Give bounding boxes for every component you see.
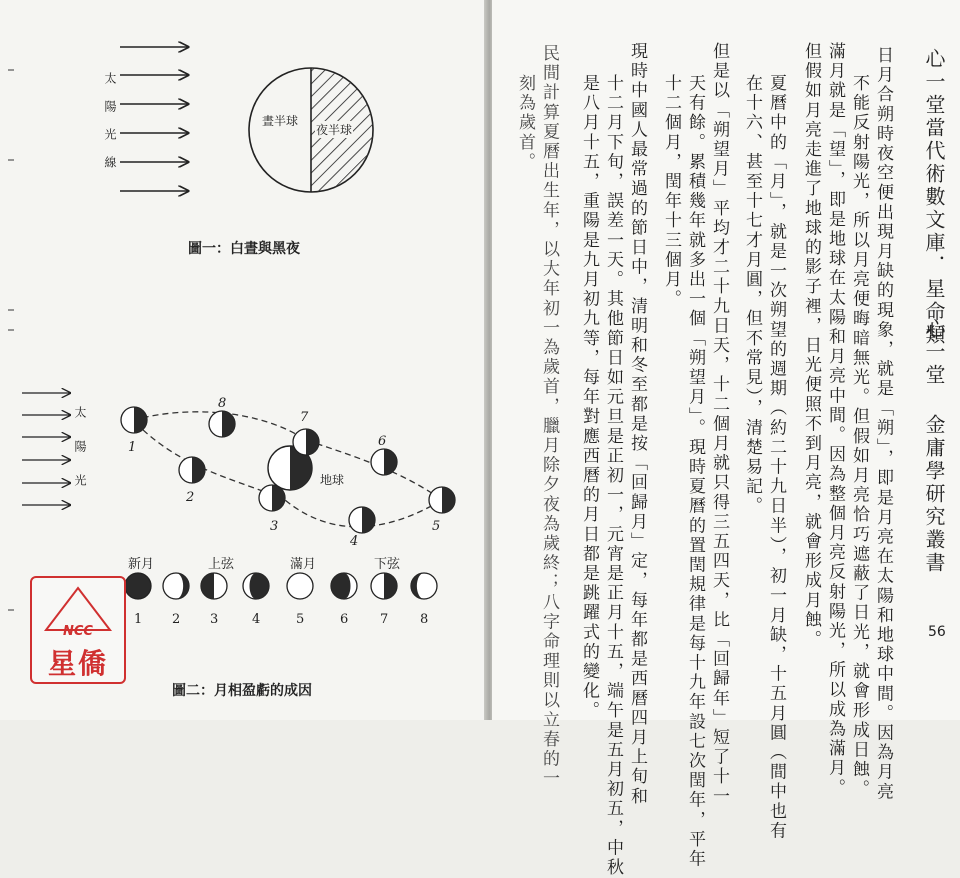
phase-moon xyxy=(163,573,189,599)
phase-number: 3 xyxy=(210,612,219,627)
phase-number: 4 xyxy=(252,612,261,627)
phase-number: 6 xyxy=(340,612,349,627)
body-column: 天有餘。累積幾年就多出一個「朔望月」。現時夏曆的置閏規律是每十九年設七次閏年，平年 xyxy=(685,74,705,870)
page-header-series: 心一堂當代術數文庫．星命類 xyxy=(922,48,946,347)
orbit-moon xyxy=(209,411,235,437)
fig1-sunlight-label: 太陽光線 xyxy=(103,72,117,184)
phase-number: 7 xyxy=(380,612,389,627)
phase-row-moons xyxy=(125,573,437,599)
next-page-column: 民間計算夏曆出生年，以大年初一為歲首，臘月除夕夜為歲終；八字命理則以立春的一 xyxy=(539,44,559,789)
next-page-column: 刻為歲首。 xyxy=(515,74,535,172)
stamp-top-text: NCC xyxy=(63,624,93,639)
fig1-day-label: 晝半球 xyxy=(262,114,299,128)
orbit-number: 8 xyxy=(218,396,227,411)
body-column: 但假如月亮走進了地球的影子裡，日光便照不到月亮，就會形成月蝕。 xyxy=(801,42,821,650)
orbit-number: 2 xyxy=(186,490,195,505)
phase-moon xyxy=(411,573,437,599)
page-number: 56 xyxy=(928,624,946,640)
phase-moon xyxy=(331,573,357,599)
body-column: 滿月就是「望」，即是地球在太陽和月亮中間。因為整個月亮反射陽光，所以成為滿月。 xyxy=(825,42,845,798)
body-column: 現時中國人最常過的節日中，清明和冬至都是按「回歸月」定，每年都是西曆四月上旬和 xyxy=(627,42,647,807)
body-column: 日月合朔時夜空便出現月缺的現象，就是「朔」，即是月亮在太陽和地球中間。因為月亮 xyxy=(873,46,893,802)
orbit-moon xyxy=(179,457,205,483)
phase-moon xyxy=(371,573,397,599)
left-page xyxy=(0,0,488,720)
orbit-moon xyxy=(349,507,375,533)
orbit-moon xyxy=(121,407,147,433)
body-column: 在十六、甚至十七才月圓，但不常見），清楚易記。 xyxy=(742,74,762,517)
stamp-bottom-text: 星僑 xyxy=(47,647,108,680)
body-column: 是八月十五，重陽是九月初九等，每年對應西曆的月日都是跳躍式的變化。 xyxy=(579,74,599,721)
body-column: 十二個月，閏年十三個月。 xyxy=(661,74,681,310)
orbit-moon xyxy=(429,487,455,513)
phase-name: 新月 xyxy=(128,557,155,572)
phase-number: 1 xyxy=(134,612,143,627)
body-column: 但是以「朔望月」平均才二十九日天，十二個月就只得三五四天，比「回歸年」短了十一 xyxy=(709,42,729,807)
orbit-number: 5 xyxy=(432,519,441,534)
ncc-stamp xyxy=(30,576,126,684)
phase-number: 2 xyxy=(172,612,181,627)
orbit-number: 7 xyxy=(300,410,309,425)
orbit-moon xyxy=(293,429,319,455)
phase-number: 8 xyxy=(420,612,429,627)
phase-moon xyxy=(125,573,151,599)
phase-name: 滿月 xyxy=(290,557,317,572)
phase-moon xyxy=(243,573,269,599)
body-column: 十二月下旬，誤差一天。其他節日如元旦是正初一，元宵是正月十五，端午是五月初五，中秋 xyxy=(603,74,623,878)
orbit-number: 1 xyxy=(128,440,137,455)
fig2-earth-label: 地球 xyxy=(320,473,345,487)
phase-moon xyxy=(287,573,313,599)
phase-name: 上弦 xyxy=(208,557,235,572)
fig2-caption: 圖二：月相盈虧的成因 xyxy=(172,683,312,699)
orbit-number: 6 xyxy=(378,434,387,449)
sunlight-arrows-fig2 xyxy=(22,393,70,505)
fig2-sunlight-label: 太陽光 xyxy=(73,406,87,508)
phase-number: 5 xyxy=(296,612,305,627)
page-header-publisher: 心一堂 金庸學研究叢書 xyxy=(922,318,946,575)
body-column: 不能反射陽光，所以月亮便晦暗無光。但假如月亮恰巧遮蔽了日光，就會形成日蝕。 xyxy=(849,74,869,800)
orbit-moon xyxy=(371,449,397,475)
phase-moon xyxy=(201,573,227,599)
phase-name: 下弦 xyxy=(374,557,401,572)
body-column: 夏曆中的「月」，就是一次朔望的週期（約二十九日半），初一月缺，十五月圓（間中也有 xyxy=(766,74,786,841)
orbit-moon xyxy=(259,485,285,511)
orbit-number: 4 xyxy=(350,534,359,549)
fig1-caption: 圖一：白晝與黑夜 xyxy=(188,241,300,257)
fig1-night-label: 夜半球 xyxy=(316,123,353,137)
orbit-number: 3 xyxy=(270,519,279,534)
